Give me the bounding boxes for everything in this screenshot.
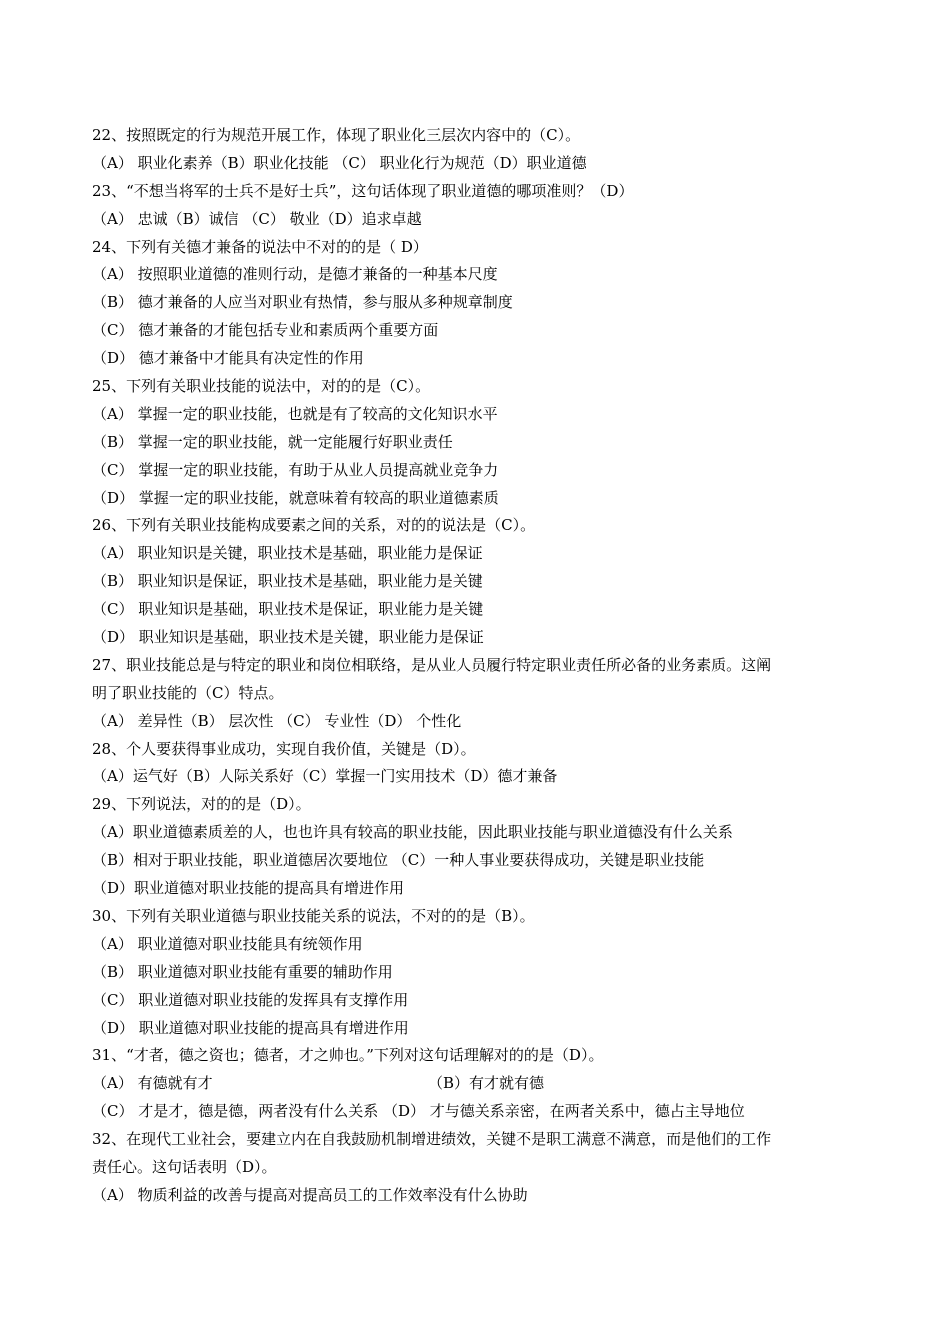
q31-option-b: （B）有才就有德 xyxy=(428,1074,545,1093)
q24-option-b: （B） 德才兼备的人应当对职业有热情，参与服从多种规章制度 xyxy=(92,293,513,312)
question-block xyxy=(92,122,872,1070)
q30-option-d: （D） 职业道德对职业技能的提高具有增进作用 xyxy=(92,1018,409,1037)
q30-question: 30、下列有关职业道德与职业技能关系的说法，不对的的是（B）。 xyxy=(92,906,535,925)
question-block-2 xyxy=(92,1098,872,1210)
q32-question-1: 32、在现代工业社会，要建立内在自我鼓励机制增进绩效，关键不是职工满意不满意，而是他们的工作 xyxy=(92,1130,772,1149)
q29-question: 29、下列说法，对的的是（D）。 xyxy=(92,795,311,814)
q23-question: 23、“不想当将军的士兵不是好士兵”，这句话体现了职业道德的哪项准则？（D） xyxy=(92,181,634,200)
q31-options-ab xyxy=(92,1070,872,1098)
q26-option-d: （D） 职业知识是基础，职业技术是关键，职业能力是保证 xyxy=(92,628,484,647)
document-page xyxy=(92,122,872,1210)
q29-option-d: （D）职业道德对职业技能的提高具有增进作用 xyxy=(92,879,405,898)
q24-option-c: （C） 德才兼备的才能包括专业和素质两个重要方面 xyxy=(92,321,439,340)
q26-option-a: （A） 职业知识是关键，职业技术是基础，职业能力是保证 xyxy=(92,544,483,563)
q23-options: （A） 忠诚（B）诚信 （C） 敬业（D）追求卓越 xyxy=(92,209,422,228)
q24-option-a: （A） 按照职业道德的准则行动，是德才兼备的一种基本尺度 xyxy=(92,265,498,284)
q28-question: 28、个人要获得事业成功，实现自我价值，关键是（D）。 xyxy=(92,739,476,758)
q25-option-b: （B） 掌握一定的职业技能，就一定能履行好职业责任 xyxy=(92,432,453,451)
q31-option-a: （A） 有德就有才 xyxy=(92,1074,213,1093)
q25-option-a: （A） 掌握一定的职业技能，也就是有了较高的文化知识水平 xyxy=(92,404,498,423)
q32-option-a: （A） 物质利益的改善与提高对提高员工的工作效率没有什么协助 xyxy=(92,1185,528,1204)
q22-options: （A） 职业化素养（B）职业化技能 （C） 职业化行为规范（D）职业道德 xyxy=(92,153,587,172)
q22-question: 22、按照既定的行为规范开展工作，体现了职业化三层次内容中的（C）。 xyxy=(92,126,581,144)
q27-question-2: 明了职业技能的（C）特点。 xyxy=(92,683,284,702)
q25-option-d: （D） 掌握一定的职业技能，就意味着有较高的职业道德素质 xyxy=(92,488,499,507)
q30-option-a: （A） 职业道德对职业技能具有统领作用 xyxy=(92,934,363,953)
q32-question-2: 责任心。这句话表明（D）。 xyxy=(92,1157,277,1176)
q27-question-1: 27、职业技能总是与特定的职业和岗位相联络，是从业人员履行特定职业责任所必备的业务素质。这阐 xyxy=(92,655,772,674)
q26-option-b: （B） 职业知识是保证，职业技术是基础，职业能力是关键 xyxy=(92,572,483,591)
q29-option-a: （A）职业道德素质差的人，也也许具有较高的职业技能，因此职业技能与职业道德没有什么关系 xyxy=(92,823,733,842)
q30-option-c: （C） 职业道德对职业技能的发挥具有支撑作用 xyxy=(92,990,409,1009)
q31-options-cd: （C） 才是才，德是德，两者没有什么关系 （D） 才与德关系亲密，在两者关系中，德占主导地位 xyxy=(92,1102,745,1121)
q25-option-c: （C） 掌握一定的职业技能，有助于从业人员提高就业竞争力 xyxy=(92,460,499,479)
q25-question: 25、下列有关职业技能的说法中，对的的是（C）。 xyxy=(92,377,431,396)
q28-options: （A）运气好（B）人际关系好（C）掌握一门实用技术（D）德才兼备 xyxy=(92,767,558,786)
q24-option-d: （D） 德才兼备中才能具有决定性的作用 xyxy=(92,349,364,368)
q27-options: （A） 差异性（B） 层次性 （C） 专业性（D） 个性化 xyxy=(92,711,462,730)
q24-question: 24、下列有关德才兼备的说法中不对的的是（ D） xyxy=(92,237,428,256)
q31-question: 31、“才者，德之资也；德者，才之帅也。”下列对这句话理解对的的是（D）。 xyxy=(92,1046,604,1065)
q26-option-c: （C） 职业知识是基础，职业技术是保证，职业能力是关键 xyxy=(92,600,484,619)
q26-question: 26、下列有关职业技能构成要素之间的关系，对的的说法是（C）。 xyxy=(92,516,536,535)
q29-option-bc: （B）相对于职业技能，职业道德居次要地位 （C）一种人事业要获得成功，关键是职业技能 xyxy=(92,851,705,870)
q30-option-b: （B） 职业道德对职业技能有重要的辅助作用 xyxy=(92,962,393,981)
